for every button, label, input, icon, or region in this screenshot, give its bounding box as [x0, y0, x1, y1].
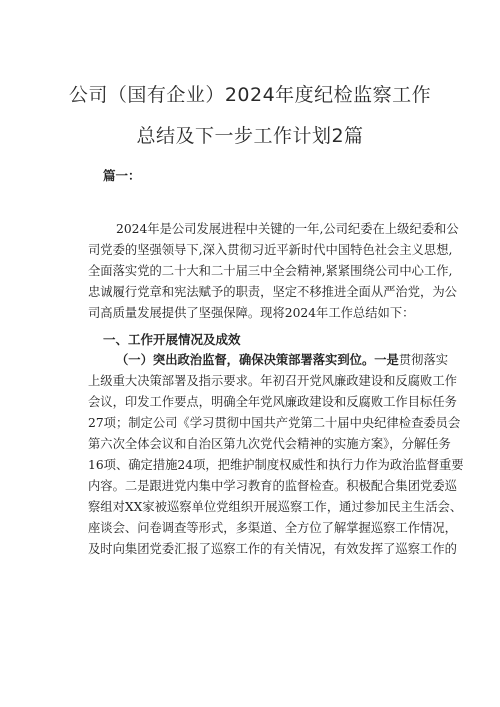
sub-heading-rest-text: 贯彻落实 — [398, 353, 449, 367]
intro-line: 2024年是公司发展进程中关键的一年,公司纪委在上级纪委和公 — [116, 222, 459, 236]
body-line: 及时向集团党委汇报了巡察工作的有关情况，有效发挥了巡察工作的 — [88, 542, 457, 556]
document-title-line-1: 公司（国有企业）2024年度纪检监察工作 — [68, 84, 432, 106]
sub-heading-bold-text: （一）突出政治监督，确保决策部署落实到位。一是 — [116, 352, 399, 367]
document-title-line-2: 总结及下一步工作计划2篇 — [136, 125, 364, 147]
body-line: 座谈会、问卷调查等形式，多渠道、全方位了解掌握巡察工作情况， — [88, 521, 457, 535]
part-label: 篇一： — [103, 168, 141, 183]
body-line: 上级重大决策部署及指示要求。年初召开党风廉政建设和反腐败工作 — [88, 374, 457, 388]
sub-heading-line — [116, 352, 449, 367]
intro-line: 司党委的坚强领导下,深入贯彻习近平新时代中国特色社会主义思想, — [88, 243, 453, 257]
body-line: 察组对XX家被巡察单位党组织开展巡察工作，通过参加民主生活会、 — [88, 500, 463, 514]
body-line: 27项；制定公司《学习贯彻中国共产党第二十届中央纪律检查委员会 — [88, 416, 461, 430]
body-line: 第六次全体会议和自治区第九次党代会精神的实施方案》，分解任务 — [88, 437, 451, 451]
body-line: 会议，印发工作要点，明确全年党风廉政建设和反腐败工作目标任务 — [88, 395, 457, 409]
body-line: 内容。二是跟进党内集中学习教育的监督检查。积极配合集团党委巡 — [88, 479, 457, 493]
intro-line: 全面落实党的二十大和二十届三中全会精神,紧紧围绕公司中心工作, — [88, 264, 453, 278]
section-heading: 一、工作开展情况及成效 — [103, 332, 241, 347]
intro-line: 司高质量发展提供了坚强保障。现将2024年工作总结如下： — [88, 306, 415, 320]
body-line: 16项、确定措施24项，把维护制度权威性和执行力作为政治监督重要 — [88, 458, 464, 472]
intro-line: 忠诚履行党章和宪法赋予的职责，坚定不移推进全面从严治党，为公 — [88, 285, 457, 299]
